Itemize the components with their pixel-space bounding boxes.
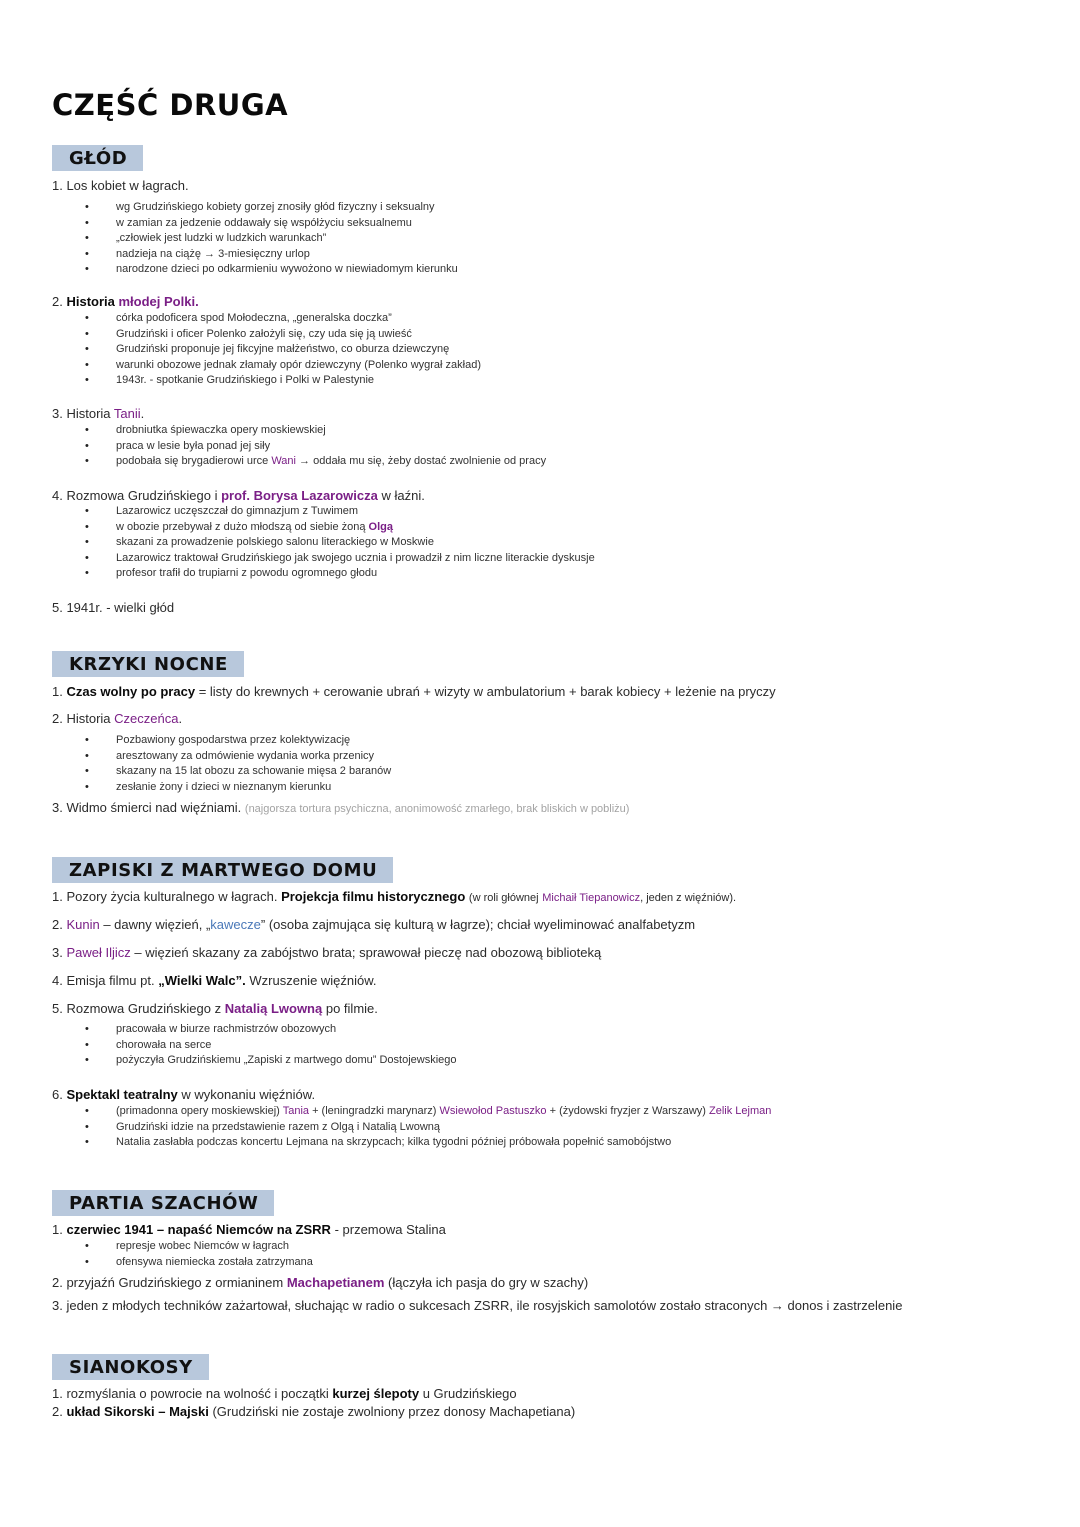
- list-item: • praca w lesie była ponad jej siły: [0, 439, 546, 455]
- zapiski-item-2: 2. Kunin – dawny więzień, „kawecze” (osoba zajmująca się kulturą w łagrze); chciał wyeliminować analfabetyzm: [52, 917, 696, 932]
- krzyki-item-1: 1. Czas wolny po pracy = listy do krewnych + cerowanie ubrań + wizyty w ambulatorium + barak kobiecy + leżenie na pryczy: [52, 684, 776, 699]
- list-item: • chorowała na serce: [0, 1038, 457, 1054]
- list-item: • w obozie przebywał z dużo młodszą od siebie żoną Olgą: [0, 520, 595, 536]
- szachy-item-1-bullets: [0, 1239, 313, 1270]
- list-item: • Natalia zasłabła podczas koncertu Lejmana na skrzypcach; kilka tygodni później próbowała popełnić samobójstwo: [0, 1135, 771, 1151]
- krzyki-item-2-bullets: [0, 733, 391, 795]
- section-header-sianokosy: SIANOKOSY: [52, 1354, 209, 1380]
- glod-item-5: 5. 1941r. - wielki głód: [52, 600, 175, 615]
- glod-item-2: 2. Historia młodej Polki.: [52, 294, 199, 309]
- list-item: • Lazarowicz uczęszczał do gimnazjum z Tuwimem: [0, 504, 595, 520]
- list-item: • Grudziński proponuje jej fikcyjne małżeństwo, co oburza dziewczynę: [0, 342, 481, 358]
- section-header-krzyki-nocne: KRZYKI NOCNE: [52, 651, 244, 677]
- list-item: • ofensywa niemiecka została zatrzymana: [0, 1255, 313, 1271]
- list-item: • skazani za prowadzenie polskiego salonu literackiego w Moskwie: [0, 535, 595, 551]
- list-item: • w zamian za jedzenie oddawały się współżyciu seksualnemu: [0, 216, 458, 232]
- zapiski-item-5-bullets: [0, 1022, 457, 1069]
- zapiski-item-4: 4. Emisja filmu pt. „Wielki Walc”. Wzruszenie więźniów.: [52, 973, 377, 988]
- szachy-item-3: 3. jeden z młodych techników zażartował, słuchając w radio o sukcesach ZSRR, ile rosyjskich samolotów zostało straconych → donos i zastrzelenie: [52, 1298, 903, 1313]
- glod-item-4: 4. Rozmowa Grudzińskiego i prof. Borysa Lazarowicza w łaźni.: [52, 488, 425, 503]
- page-title: CZĘŚĆ DRUGA: [52, 88, 289, 122]
- list-item: • 1943r. - spotkanie Grudzińskiego i Polki w Palestynie: [0, 373, 481, 389]
- list-item: • Pozbawiony gospodarstwa przez kolektywizację: [0, 733, 391, 749]
- glod-item-1-bullets: [0, 200, 458, 278]
- list-item: • pożyczyła Grudzińskiemu „Zapiski z martwego domu” Dostojewskiego: [0, 1053, 457, 1069]
- sianokosy-item-2: 2. układ Sikorski – Majski (Grudziński nie zostaje zwolniony przez donosy Machapetiana): [52, 1404, 576, 1419]
- list-item: • wg Grudzińskiego kobiety gorzej znosiły głód fizyczny i seksualny: [0, 200, 458, 216]
- list-item: • podobała się brygadierowi urce Wani → oddała mu się, żeby dostać zwolnienie od pracy: [0, 454, 546, 470]
- list-item: • represje wobec Niemców w łagrach: [0, 1239, 313, 1255]
- list-item: • „człowiek jest ludzki w ludzkich warunkach”: [0, 231, 458, 247]
- glod-item-2-bullets: [0, 311, 481, 389]
- glod-item-1: 1. Los kobiet w łagrach.: [52, 178, 189, 193]
- zapiski-item-5: 5. Rozmowa Grudzińskiego z Natalią Lwowną po filmie.: [52, 1001, 378, 1016]
- list-item: • (primadonna opery moskiewskiej) Tania + (leningradzki marynarz) Wsiewołod Pastuszko + (żydowski fryzjer z Warszawy) Zelik Lejman: [0, 1104, 771, 1120]
- list-item: • warunki obozowe jednak złamały opór dziewczyny (Polenko wygrał zakład): [0, 358, 481, 374]
- glod-item-3: 3. Historia Tanii.: [52, 406, 145, 421]
- list-item: • pracowała w biurze rachmistrzów obozowych: [0, 1022, 457, 1038]
- krzyki-item-2: 2. Historia Czeczeńca.: [52, 711, 183, 726]
- list-item: • nadzieja na ciążę → 3-miesięczny urlop: [0, 247, 458, 263]
- list-item: • Grudziński idzie na przedstawienie razem z Olgą i Natalią Lwowną: [0, 1120, 771, 1136]
- list-item: • profesor trafił do trupiarni z powodu ogromnego głodu: [0, 566, 595, 582]
- list-item: • aresztowany za odmówienie wydania worka przenicy: [0, 749, 391, 765]
- section-header-glod: GŁÓD: [52, 145, 143, 171]
- section-header-partia-szachow: PARTIA SZACHÓW: [52, 1190, 274, 1216]
- list-item: • drobniutka śpiewaczka opery moskiewskiej: [0, 423, 546, 439]
- krzyki-item-3: 3. Widmo śmierci nad więźniami. (najgorsza tortura psychiczna, anonimowość zmarłego, brak bliskich w pobliżu): [52, 800, 630, 815]
- zapiski-item-1: 1. Pozory życia kulturalnego w łagrach. Projekcja filmu historycznego (w roli głównej Michaił Tiepanowicz, jeden z więźniów).: [52, 889, 737, 904]
- list-item: • Lazarowicz traktował Grudzińskiego jak swojego ucznia i prowadził z nim liczne literackie dyskusje: [0, 551, 595, 567]
- list-item: • skazany na 15 lat obozu za schowanie mięsa 2 baranów: [0, 764, 391, 780]
- zapiski-item-6: 6. Spektakl teatralny w wykonaniu więźniów.: [52, 1087, 316, 1102]
- sianokosy-item-1: 1. rozmyślania o powrocie na wolność i początki kurzej ślepoty u Grudzińskiego: [52, 1386, 517, 1401]
- glod-item-4-bullets: [0, 504, 595, 582]
- zapiski-item-6-bullets: [0, 1104, 771, 1151]
- zapiski-item-3: 3. Paweł Iljicz – więzień skazany za zabójstwo brata; sprawował pieczę nad obozową biblioteką: [52, 945, 602, 960]
- list-item: • Grudziński i oficer Polenko założyli się, czy uda się ją uwieść: [0, 327, 481, 343]
- szachy-item-1: 1. czerwiec 1941 – napaść Niemców na ZSRR - przemowa Stalina: [52, 1222, 446, 1237]
- list-item: • córka podoficera spod Mołodeczna, „generalska doczka”: [0, 311, 481, 327]
- szachy-item-2: 2. przyjaźń Grudzińskiego z ormianinem Machapetianem (łączyła ich pasja do gry w szachy): [52, 1275, 589, 1290]
- list-item: • narodzone dzieci po odkarmieniu wywożono w niewiadomym kierunku: [0, 262, 458, 278]
- glod-item-3-bullets: [0, 423, 546, 470]
- list-item: • zesłanie żony i dzieci w nieznanym kierunku: [0, 780, 391, 796]
- section-header-zapiski: ZAPISKI Z MARTWEGO DOMU: [52, 857, 393, 883]
